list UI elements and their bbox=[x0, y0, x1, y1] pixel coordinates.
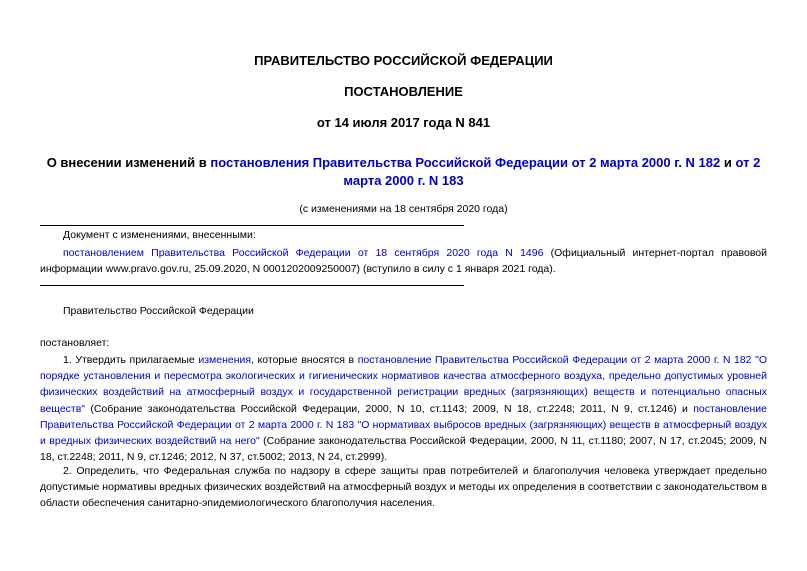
link-decree-1496[interactable]: постановлением Правительства Российской Федерации от 18 сентября 2020 года N 1496 bbox=[63, 247, 544, 259]
link-decree-183-full[interactable]: постановление Правительства Российской Федерации от 2 марта 2000 г. N 183 "О нормативах выбросов вредных (загрязняющих) веществ в атмосферный воздух и вредных физических воздействий на него" bbox=[40, 402, 767, 448]
changes-rest: (Официальный интернет-портал правовой информации www.pravo.gov.ru, 25.09.2020, N 0001202009250007) (вступило в силу с 1 января 2021 года). bbox=[40, 247, 767, 275]
decrees-word: постановляет: bbox=[40, 337, 110, 349]
document-type: ПОСТАНОВЛЕНИЕ bbox=[344, 84, 463, 99]
paragraph-1 bbox=[40, 352, 767, 465]
changes-description bbox=[40, 245, 767, 277]
divider-bottom bbox=[40, 285, 464, 286]
issuer: Правительство Российской Федерации bbox=[63, 305, 254, 317]
divider-top bbox=[40, 225, 464, 226]
document-date-number: от 14 июля 2017 года N 841 bbox=[316, 115, 491, 130]
p1-text-3: (Собрание законодательства Российской Федерации, 2000, N 10, ст.1143; 2009, N 18, ст.2248; 2011, N 9, ст.1246) и bbox=[85, 402, 694, 415]
link-changes[interactable]: изменения bbox=[198, 354, 252, 366]
p1-text-1: 1. Утвердить прилагаемые bbox=[63, 354, 199, 366]
changes-heading: Документ с изменениями, внесенными: bbox=[63, 229, 256, 241]
paragraph-2: 2. Определить, что Федеральная служба по надзору в сфере защиты прав потребителей и благополучия человека утверждает предельно допустимые нормативы вредных физических воздействий на атмосферный воздух и методы их определения в соответствии с законодательством в области обеспечения санитарно-эпидемиологического благополучия населения. bbox=[40, 465, 767, 510]
government-title: ПРАВИТЕЛЬСТВО РОССИЙСКОЙ ФЕДЕРАЦИИ bbox=[254, 53, 553, 68]
revision-status: (с изменениями на 18 сентября 2020 года) bbox=[299, 203, 508, 215]
link-decree-182[interactable]: постановления Правительства Российской Федерации от 2 марта 2000 г. N 182 bbox=[210, 155, 721, 170]
p1-text-2: , которые вносятся в bbox=[251, 354, 358, 366]
p1-text-4: (Собрание законодательства Российской Федерации, 2000, N 11, ст.1180; 2007, N 17, ст.2045; 2009, N 18, ст.2248; 2011, N 9, ст.1246; 2012, N 37, ст.5002; 2013, N 24, ст.2999). bbox=[40, 435, 767, 464]
link-decree-182-full[interactable]: постановление Правительства Российской Федерации от 2 марта 2000 г. N 182 "О порядке установления и пересмотра экологических и гигиенических нормативов качества атмосферного воздуха, предельно допустимых уровней физических воздействий на атмосферный воздух и государственной регистрации вредных (загрязняющих) веществ и потенциально опасных веществ" bbox=[40, 354, 767, 415]
subject-prefix: О внесении изменений в bbox=[46, 155, 211, 170]
document-subject bbox=[40, 154, 767, 190]
link-decree-183[interactable]: от 2 марта 2000 г. N 183 bbox=[343, 155, 761, 188]
subject-middle: и bbox=[720, 155, 736, 170]
